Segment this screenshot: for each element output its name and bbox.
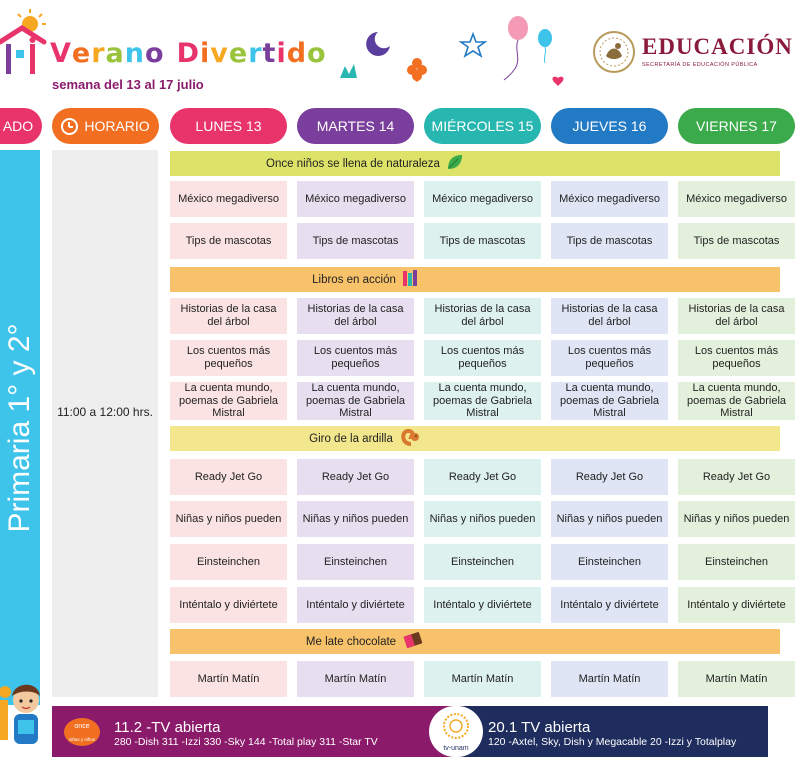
day-column-label: MIÉRCOLES 15 bbox=[431, 118, 534, 134]
sep-logo-title: EDUCACIÓN bbox=[642, 34, 793, 59]
title-letter: r bbox=[91, 38, 106, 69]
schedule-cell: Martín Matín bbox=[170, 661, 287, 697]
schedule-cell: Niñas y niños pueden bbox=[678, 501, 795, 537]
schedule-cell: México megadiverso bbox=[170, 181, 287, 217]
page-title bbox=[50, 38, 327, 69]
time-column bbox=[52, 150, 158, 697]
schedule-cell: Historias de la casa del árbol bbox=[424, 298, 541, 334]
schedule-cell: La cuenta mundo, poemas de Gabriela Mistral bbox=[170, 382, 287, 420]
grade-sidebar bbox=[0, 150, 40, 705]
schedule-cell: Historias de la casa del árbol bbox=[170, 298, 287, 334]
title-letter: V bbox=[50, 38, 72, 69]
title-letter: t bbox=[262, 38, 277, 69]
schedule-cell: La cuenta mundo, poemas de Gabriela Mistral bbox=[551, 382, 668, 420]
tvunam-logo-text: tv-unam bbox=[443, 745, 469, 752]
chocolate-icon bbox=[402, 631, 424, 652]
title-letter: e bbox=[228, 38, 249, 69]
schedule-cell: Einsteinchen bbox=[678, 544, 795, 580]
schedule-cell: Los cuentos más pequeños bbox=[170, 340, 287, 376]
schedule-cell: Niñas y niños pueden bbox=[551, 501, 668, 537]
schedule-cell: Historias de la casa del árbol bbox=[551, 298, 668, 334]
schedule-cell: La cuenta mundo, poemas de Gabriela Mistral bbox=[678, 382, 795, 420]
schedule-cell: La cuenta mundo, poemas de Gabriela Mistral bbox=[297, 382, 414, 420]
time-slot-label: 11:00 a 12:00 hrs. bbox=[57, 405, 153, 419]
title-letter: i bbox=[200, 38, 211, 69]
page-header bbox=[0, 0, 793, 100]
title-letter: v bbox=[210, 38, 229, 69]
schedule-cell: Los cuentos más pequeños bbox=[678, 340, 795, 376]
program-title: Me late chocolate bbox=[305, 635, 397, 648]
program-title: Libros en acción bbox=[312, 273, 396, 286]
schedule-cell: Einsteinchen bbox=[170, 544, 287, 580]
schedule-cell: México megadiverso bbox=[424, 181, 541, 217]
grado-column-label: ADO bbox=[2, 118, 34, 134]
schedule-cell: Ready Jet Go bbox=[551, 459, 668, 495]
title-letter: n bbox=[124, 38, 146, 69]
schedule-cell: Ready Jet Go bbox=[678, 459, 795, 495]
title-letter: a bbox=[105, 38, 125, 69]
day-column-header bbox=[297, 108, 414, 144]
schedule-cell: Martín Matín bbox=[678, 661, 795, 697]
schedule-cell: Niñas y niños pueden bbox=[297, 501, 414, 537]
grado-column-header bbox=[0, 108, 42, 144]
program-title-bar bbox=[170, 629, 780, 654]
schedule-cell: Einsteinchen bbox=[424, 544, 541, 580]
title-letter: o bbox=[145, 38, 165, 69]
books-icon bbox=[402, 269, 418, 290]
page-subtitle: semana del 13 al 17 julio bbox=[52, 77, 204, 92]
broadcast-footer bbox=[52, 706, 768, 757]
horario-column-label: HORARIO bbox=[84, 118, 150, 134]
program-title-bar bbox=[170, 267, 780, 292]
schedule-cell: Historias de la casa del árbol bbox=[678, 298, 795, 334]
schedule-cell: Inténtalo y diviértete bbox=[297, 587, 414, 623]
schedule-cell: Ready Jet Go bbox=[424, 459, 541, 495]
kids-illustration-icon bbox=[0, 670, 46, 768]
schedule-cell: Martín Matín bbox=[551, 661, 668, 697]
schedule-cell: Los cuentos más pequeños bbox=[297, 340, 414, 376]
schedule-cell: Inténtalo y diviértete bbox=[678, 587, 795, 623]
footer-once-panel bbox=[52, 706, 457, 757]
schedule-cell: Historias de la casa del árbol bbox=[297, 298, 414, 334]
clock-icon bbox=[61, 118, 78, 135]
day-column-label: JUEVES 16 bbox=[572, 118, 647, 134]
day-column-header bbox=[170, 108, 287, 144]
program-title: Once niños se llena de naturaleza bbox=[266, 157, 440, 170]
mexico-seal-icon bbox=[592, 30, 636, 74]
squirrel-icon bbox=[399, 428, 421, 449]
title-letter: d bbox=[286, 38, 308, 69]
once-ninos-logo-icon bbox=[62, 714, 102, 750]
once-channel-list: 280 -Dish 311 -Izzi 330 -Sky 144 -Total play 311 -Star TV bbox=[114, 736, 378, 748]
program-title-bar bbox=[170, 426, 780, 451]
day-column-label: VIERNES 17 bbox=[696, 118, 777, 134]
program-title-bar bbox=[170, 151, 780, 176]
once-logo-text: once bbox=[74, 723, 90, 730]
schedule-cell: Inténtalo y diviértete bbox=[424, 587, 541, 623]
tvunam-channel-list: 120 -Axtel, Sky, Dish y Megacable 20 -Izzi y Totalplay bbox=[488, 736, 737, 748]
day-column-header bbox=[551, 108, 668, 144]
title-letter: o bbox=[307, 38, 327, 69]
schedule-cell: Tips de mascotas bbox=[297, 223, 414, 259]
schedule-cell: Tips de mascotas bbox=[424, 223, 541, 259]
schedule-cell: Los cuentos más pequeños bbox=[424, 340, 541, 376]
day-column-label: LUNES 13 bbox=[195, 118, 262, 134]
schedule-cell: Martín Matín bbox=[424, 661, 541, 697]
once-channel-title: 11.2 -TV abierta bbox=[114, 719, 221, 736]
schedule-cell: Tips de mascotas bbox=[678, 223, 795, 259]
schedule-cell: Niñas y niños pueden bbox=[424, 501, 541, 537]
grade-label: Primaria 1° y 2° bbox=[3, 322, 36, 533]
schedule-cell: Einsteinchen bbox=[551, 544, 668, 580]
tv-unam-logo-icon bbox=[429, 706, 483, 757]
schedule-cell: México megadiverso bbox=[297, 181, 414, 217]
schedule-cell: México megadiverso bbox=[551, 181, 668, 217]
schedule-cell: Tips de mascotas bbox=[551, 223, 668, 259]
schedule-cell: Martín Matín bbox=[297, 661, 414, 697]
schedule-cell: Tips de mascotas bbox=[170, 223, 287, 259]
leaf-icon bbox=[446, 153, 464, 174]
schedule-cell: Einsteinchen bbox=[297, 544, 414, 580]
schedule-cell: Ready Jet Go bbox=[297, 459, 414, 495]
title-letter: D bbox=[176, 38, 200, 69]
schedule-cell: México megadiverso bbox=[678, 181, 795, 217]
schedule-cell: Niñas y niños pueden bbox=[170, 501, 287, 537]
decorative-shapes-icon bbox=[320, 10, 580, 90]
house-logo-icon bbox=[0, 6, 52, 76]
horario-column-header bbox=[52, 108, 159, 144]
day-column-header bbox=[424, 108, 541, 144]
program-title: Giro de la ardilla bbox=[309, 432, 393, 445]
schedule-cell: Inténtalo y diviértete bbox=[170, 587, 287, 623]
day-column-label: MARTES 14 bbox=[316, 118, 395, 134]
schedule-cell: La cuenta mundo, poemas de Gabriela Mistral bbox=[424, 382, 541, 420]
schedule-cell: Inténtalo y diviértete bbox=[551, 587, 668, 623]
schedule-cell: Los cuentos más pequeños bbox=[551, 340, 668, 376]
title-letter: i bbox=[276, 38, 287, 69]
title-letter: r bbox=[248, 38, 263, 69]
schedule-cell: Ready Jet Go bbox=[170, 459, 287, 495]
tvunam-channel-title: 20.1 TV abierta bbox=[488, 719, 591, 736]
sep-logo-subtitle: SECRETARÍA DE EDUCACIÓN PÚBLICA bbox=[642, 62, 758, 68]
title-letter: e bbox=[71, 38, 92, 69]
day-column-header bbox=[678, 108, 795, 144]
once-logo-subtext: niñas y niños bbox=[68, 737, 96, 742]
